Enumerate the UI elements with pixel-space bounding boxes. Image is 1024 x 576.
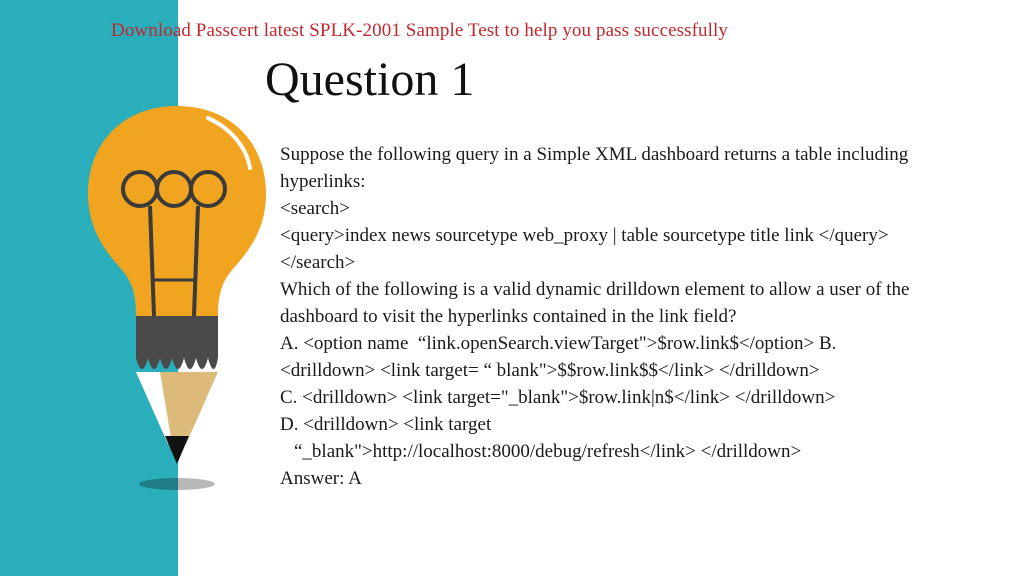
question-body [280, 141, 1010, 492]
lightbulb-pencil-icon [80, 102, 280, 502]
answer-line: Answer: A [280, 468, 362, 489]
question-line: Suppose the following query in a Simple XML dashboard returns a table including [280, 144, 909, 165]
question-line: Which of the following is a valid dynamic drilldown element to allow a user of the [280, 279, 910, 300]
slide-title: Question 1 [265, 53, 475, 106]
option-a-line: A. <option name “link.openSearch.viewTarget">$row.link$</option> B. [280, 333, 837, 354]
promo-banner: Download Passcert latest SPLK-2001 Sample Test to help you pass successfully [111, 20, 729, 41]
question-line: hyperlinks: [280, 171, 366, 192]
option-d-continuation: “_blank">http://localhost:8000/debug/refresh</link> </drilldown> [294, 441, 802, 462]
option-d-line: D. <drilldown> <link target [280, 414, 492, 435]
question-line: dashboard to visit the hyperlinks contained in the link field? [280, 306, 737, 327]
code-line: <search> [280, 198, 350, 219]
code-line: </search> [280, 252, 356, 273]
code-line: <query>index news sourcetype web_proxy | table sourcetype title link </query> [280, 225, 889, 246]
option-b-line: <drilldown> <link target= “ blank">$$row.link$$</link> </drilldown> [280, 360, 820, 381]
option-c-line: C. <drilldown> <link target="_blank">$row.link|n$</link> </drilldown> [280, 387, 836, 408]
